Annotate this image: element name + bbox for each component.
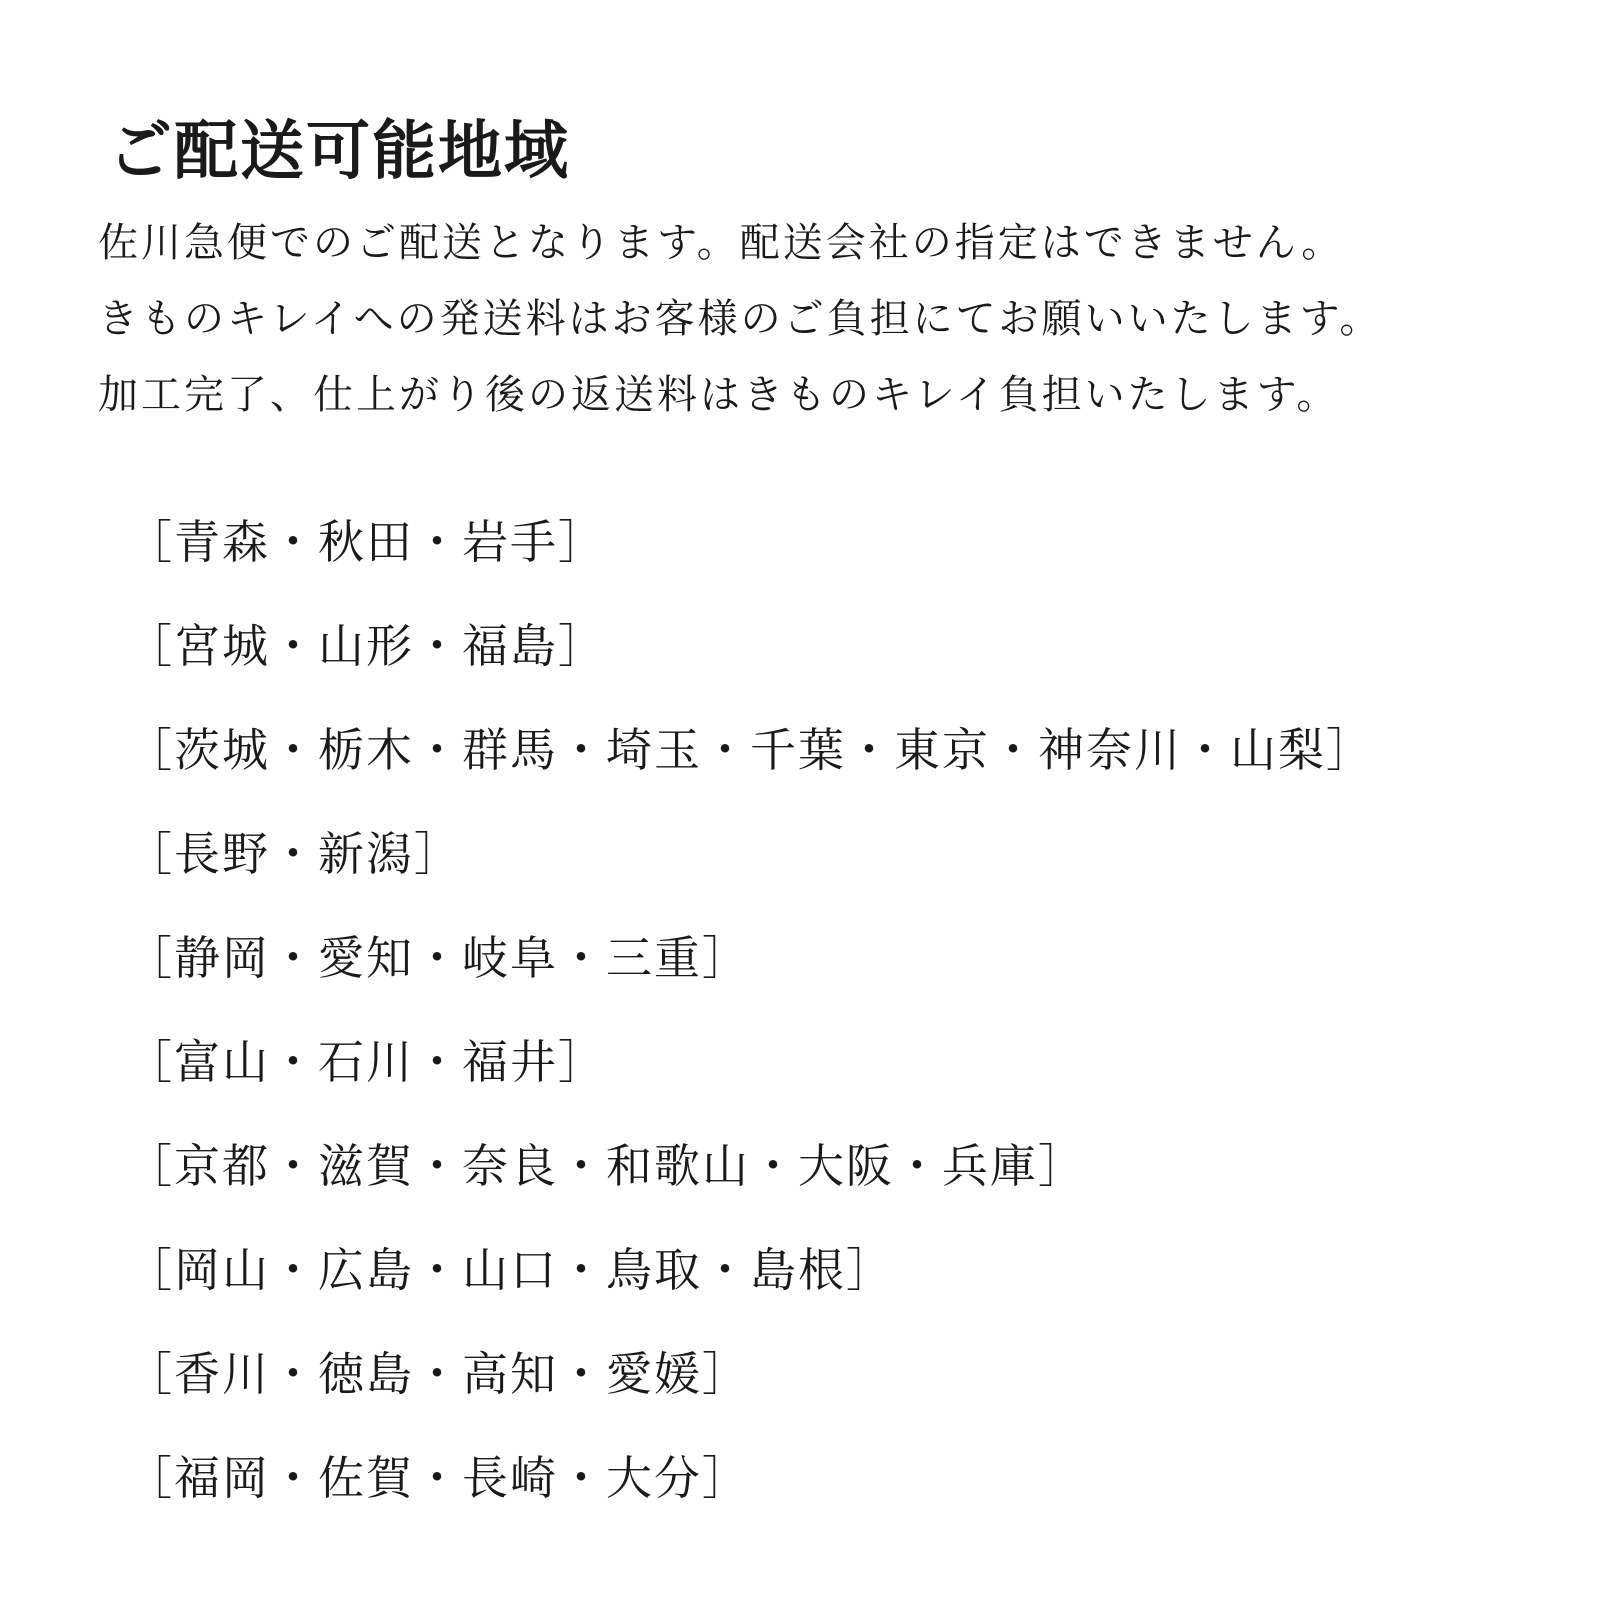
intro-line-shipping-carrier: 佐川急便でのご配送となります。配送会社の指定はできません。	[98, 220, 1345, 266]
region-kyushu: ［福岡・佐賀・長崎・大分］	[126, 1451, 750, 1505]
region-tokai: ［静岡・愛知・岐阜・三重］	[126, 931, 750, 985]
region-shinetsu: ［長野・新潟］	[126, 827, 462, 881]
region-kanto: ［茨城・栃木・群馬・埼玉・千葉・東京・神奈川・山梨］	[126, 723, 1374, 777]
intro-text	[98, 205, 1578, 433]
region-hokuriku: ［富山・石川・福井］	[126, 1035, 606, 1089]
region-chugoku: ［岡山・広島・山口・鳥取・島根］	[126, 1243, 894, 1297]
page-title: ご配送可能地域	[108, 115, 570, 189]
region-tohoku-north: ［青森・秋田・岩手］	[126, 515, 606, 569]
region-shikoku: ［香川・徳島・高知・愛媛］	[126, 1347, 750, 1401]
region-tohoku-south: ［宮城・山形・福島］	[126, 619, 606, 673]
intro-line-return-fee: 加工完了、仕上がり後の返送料はきものキレイ負担いたします。	[98, 372, 1340, 418]
region-list	[126, 490, 1566, 1530]
intro-line-shipping-fee: きものキレイへの発送料はお客様のご負担にてお願いいたします。	[98, 296, 1383, 342]
region-kansai: ［京都・滋賀・奈良・和歌山・大阪・兵庫］	[126, 1139, 1086, 1193]
